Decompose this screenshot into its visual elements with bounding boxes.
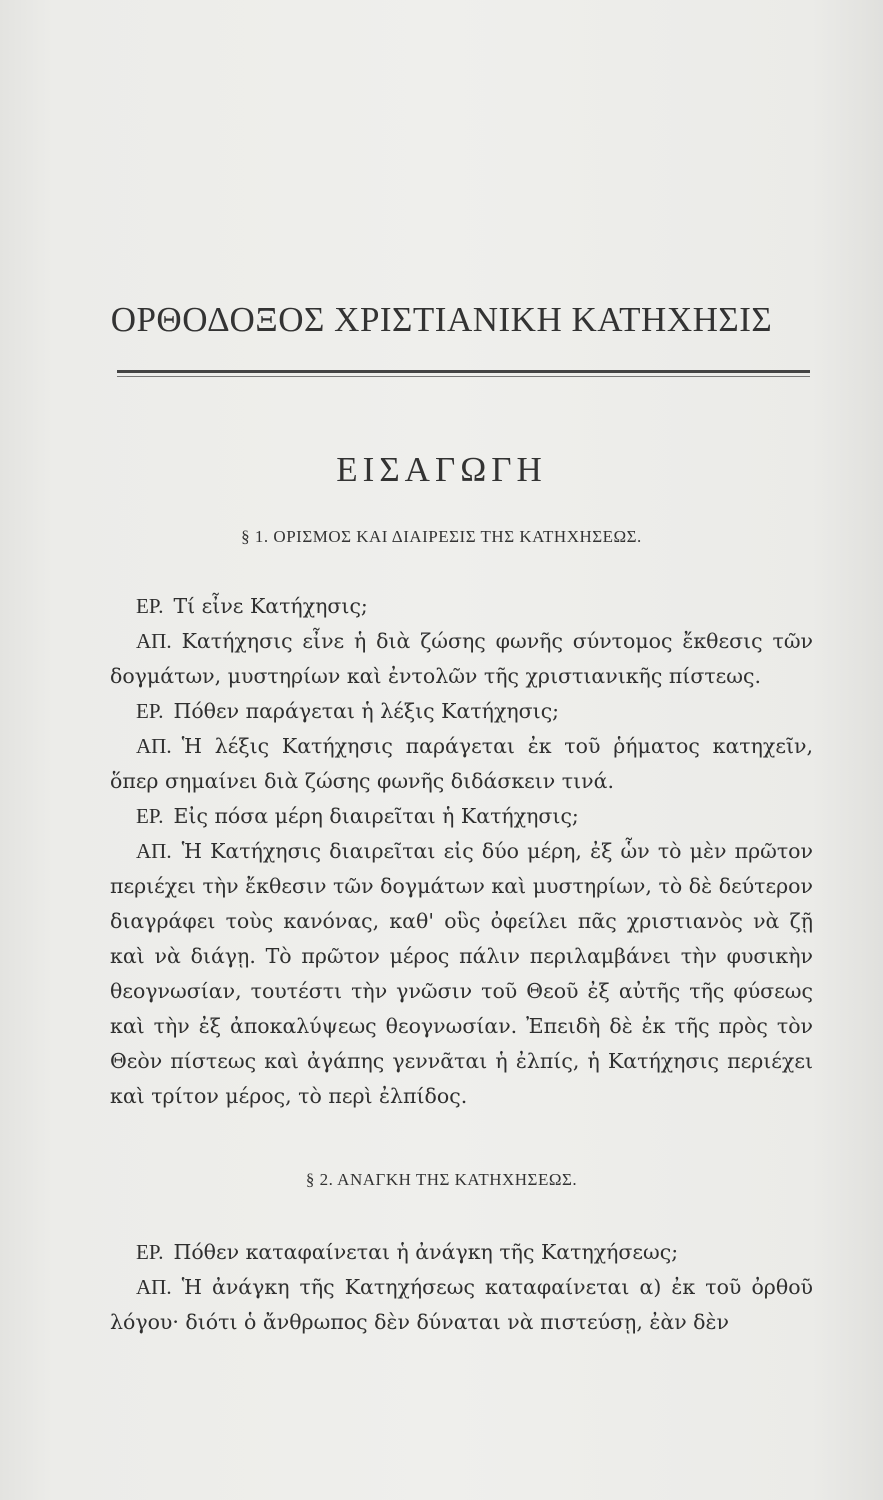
dialogue-text: Κατήχησις εἶνε ἡ διὰ ζώσης φωνῆς σύντομος ἔκθεσις τῶν δογμάτων, μυστηρίων καὶ ἐντολῶν τῆς χριστιανικῆς πίστεως.	[110, 629, 813, 688]
section-2-dialogue	[110, 1235, 813, 1340]
dialogue-text: Πόθεν παράγεται ἡ λέξις Κατήχησις;	[173, 699, 560, 723]
dialogue-text: Ἡ Κατήχησις διαιρεῖται εἰς δύο μέρη, ἐξ ὧν τὸ μὲν πρῶτον περιέχει τὴν ἔκθεσιν τῶν δογμάτων καὶ μυστηρίων, τὸ δὲ δεύτερον διαγράφει τοὺς κανόνας, καθ' οὓς ὀφείλει πᾶς χριστιανὸς νὰ ζῇ καὶ νὰ διάγῃ. Τὸ πρῶτον μέρος πάλιν περιλαμβάνει τὴν φυσικὴν θεογνωσίαν, τουτέστι τὴν γνῶσιν τοῦ Θεοῦ ἐξ αὐτῆς τῆς φύσεως καὶ τὴν ἐξ ἀποκαλύψεως θεογνωσίαν. Ἐπειδὴ δὲ ἐκ τῆς πρὸς τὸν Θεὸν πίστεως καὶ ἀγάπης γεννᾶται ἡ ἐλπίς, ἡ Κατήχησις περιέχει καὶ τρίτον μέρος, τὸ περὶ ἐλπίδος.	[110, 839, 813, 1108]
dialogue-entry	[110, 729, 813, 799]
introduction-heading: ΕΙΣΑΓΩΓΗ	[336, 450, 547, 489]
speaker-label: ΑΠ.	[136, 839, 172, 863]
speaker-label: ΑΠ.	[136, 1275, 172, 1299]
page-title: ΟΡΘΟΔΟΞΟΣ ΧΡΙΣΤΙΑΝΙΚΗ ΚΑΤΗΧΗΣΙΣ	[110, 300, 773, 339]
speaker-label: ΑΠ.	[136, 629, 172, 653]
speaker-label: ΕΡ.	[136, 699, 164, 723]
speaker-label: ΕΡ.	[136, 594, 164, 618]
section-1-heading: § 1. ΟΡΙΣΜΟΣ ΚΑΙ ΔΙΑΙΡΕΣΙΣ ΤΗΣ ΚΑΤΗΧΗΣΕΩΣ.	[241, 527, 642, 546]
title-rule	[117, 370, 810, 373]
dialogue-text: Τί εἶνε Κατήχησις;	[173, 594, 368, 618]
dialogue-entry	[110, 1235, 813, 1270]
title-rule-thin	[117, 376, 810, 377]
dialogue-text: Πόθεν καταφαίνεται ἡ ἀνάγκη τῆς Κατηχήσεως;	[173, 1240, 679, 1264]
speaker-label: ΕΡ.	[136, 1240, 164, 1264]
dialogue-text: Ἡ λέξις Κατήχησις παράγεται ἐκ τοῦ ῥήματος κατηχεῖν, ὅπερ σημαίνει διὰ ζώσης φωνῆς διδάσκειν τινά.	[110, 734, 813, 793]
section-2-heading: § 2. ΑΝΑΓΚΗ ΤΗΣ ΚΑΤΗΧΗΣΕΩΣ.	[305, 1170, 578, 1189]
dialogue-entry	[110, 694, 813, 729]
dialogue-entry	[110, 834, 813, 1114]
dialogue-entry	[110, 589, 813, 624]
speaker-label: ΑΠ.	[136, 734, 172, 758]
dialogue-text: Εἰς πόσα μέρη διαιρεῖται ἡ Κατήχησις;	[173, 804, 579, 828]
speaker-label: ΕΡ.	[136, 804, 164, 828]
dialogue-entry	[110, 799, 813, 834]
dialogue-entry	[110, 624, 813, 694]
dialogue-text: Ἡ ἀνάγκη τῆς Κατηχήσεως καταφαίνεται α) ἐκ τοῦ ὀρθοῦ λόγου· διότι ὁ ἄνθρωπος δὲν δύναται νὰ πιστεύσῃ, ἐὰν δὲν	[110, 1275, 813, 1334]
section-1-dialogue	[110, 589, 813, 1114]
dialogue-entry	[110, 1270, 813, 1340]
